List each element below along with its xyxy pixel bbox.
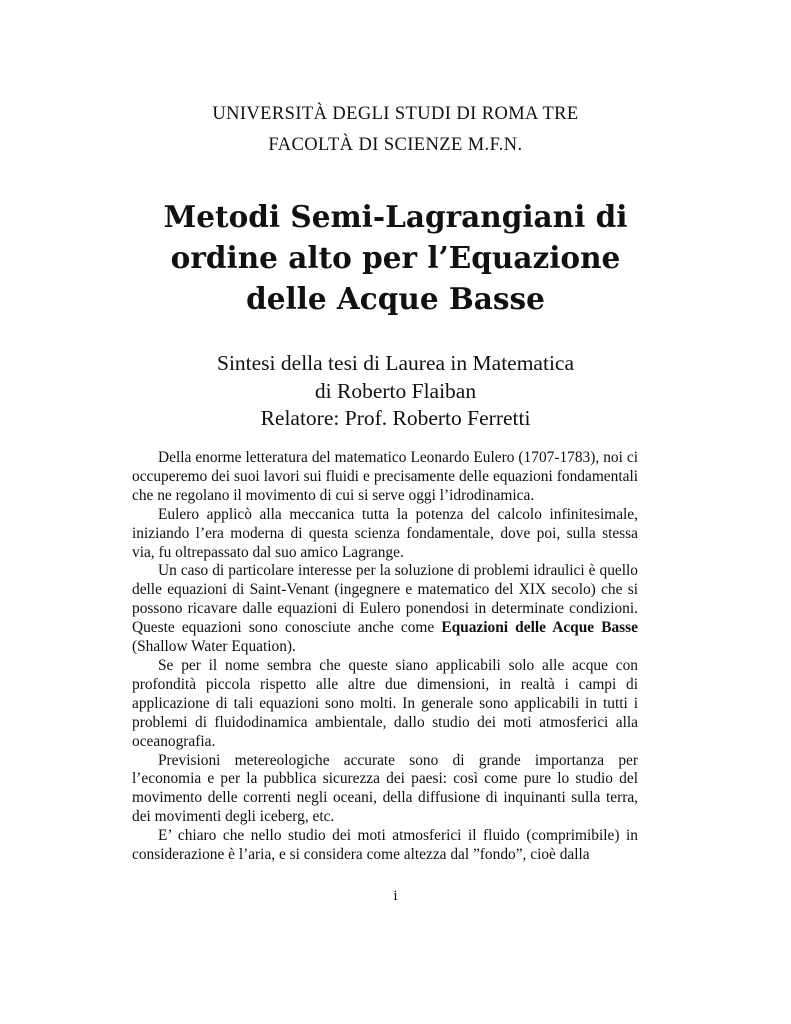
paragraph: Previsioni metereologiche accurate sono di grande importanza per l’economia e per la pubblica sicurezza dei paesi: così come pure lo studio del movimento delle correnti negli oceani, della diffusione di inquinanti sulla terra, dei movimenti degli iceberg, etc.	[132, 751, 638, 826]
body-text	[132, 449, 638, 865]
paragraph	[132, 562, 638, 657]
paragraph-text: (Shallow Water Equation).	[132, 638, 296, 656]
paragraph: Eulero applicò alla meccanica tutta la potenza del calcolo infinitesimale, iniziando l’era moderna di questa scienza fondamentale, dove poi, sulla stessa via, fu oltrepassato dal suo amico Lagrange.	[132, 505, 638, 561]
paragraph-text: Un caso di particolare interesse per la soluzione di problemi idraulici è quello delle equazioni di Saint-Venant (ingegnere e matematico del XIX secolo) che si possono ricavare dalle equazioni di Eulero ponendosi in determinate condizioni. Queste equazioni sono conosciute anche come	[132, 562, 638, 637]
thesis-title-line: ordine alto per l’Equazione	[170, 240, 621, 275]
page-number: i	[393, 888, 398, 904]
bold-term: Equazioni delle Acque Basse	[441, 619, 638, 637]
paragraph: E’ chiaro che nello studio dei moti atmosferici il fluido (comprimibile) in considerazione è l’aria, e si considera come altezza dal ”fondo”, cioè dalla	[132, 827, 638, 864]
thesis-title-line: Metodi Semi-Lagrangiani di	[163, 199, 628, 234]
paragraph: Se per il nome sembra che queste siano applicabili solo alle acque con profondità piccola rispetto alle altre due dimensioni, in realtà i campi di applicazione di tali equazioni sono molti. In generale sono applicabili in tutti i problemi di fluidodinamica ambientale, dallo studio dei moti atmosferici alla oceanografia.	[132, 656, 638, 750]
author-line: di Roberto Flaiban	[314, 378, 477, 403]
advisor-line: Relatore: Prof. Roberto Ferretti	[260, 406, 531, 430]
thesis-title-line: delle Acque Basse	[246, 281, 545, 316]
faculty-name: FACOLTÀ DI SCIENZE M.F.N.	[268, 135, 523, 155]
university-name: UNIVERSITÀ DEGLI STUDI DI ROMA TRE	[212, 104, 579, 124]
subtitle-line: Sintesi della tesi di Laurea in Matematica	[216, 351, 575, 375]
thesis-subtitle	[0, 350, 791, 433]
paragraph: Della enorme letteratura del matematico Leonardo Eulero (1707-1783), noi ci occuperemo dei suoi lavori sui fluidi e precisamente delle equazioni fondamentali che ne regolano il movimento di cui si serve oggi l’idrodinamica.	[132, 449, 638, 504]
thesis-title	[0, 196, 791, 319]
